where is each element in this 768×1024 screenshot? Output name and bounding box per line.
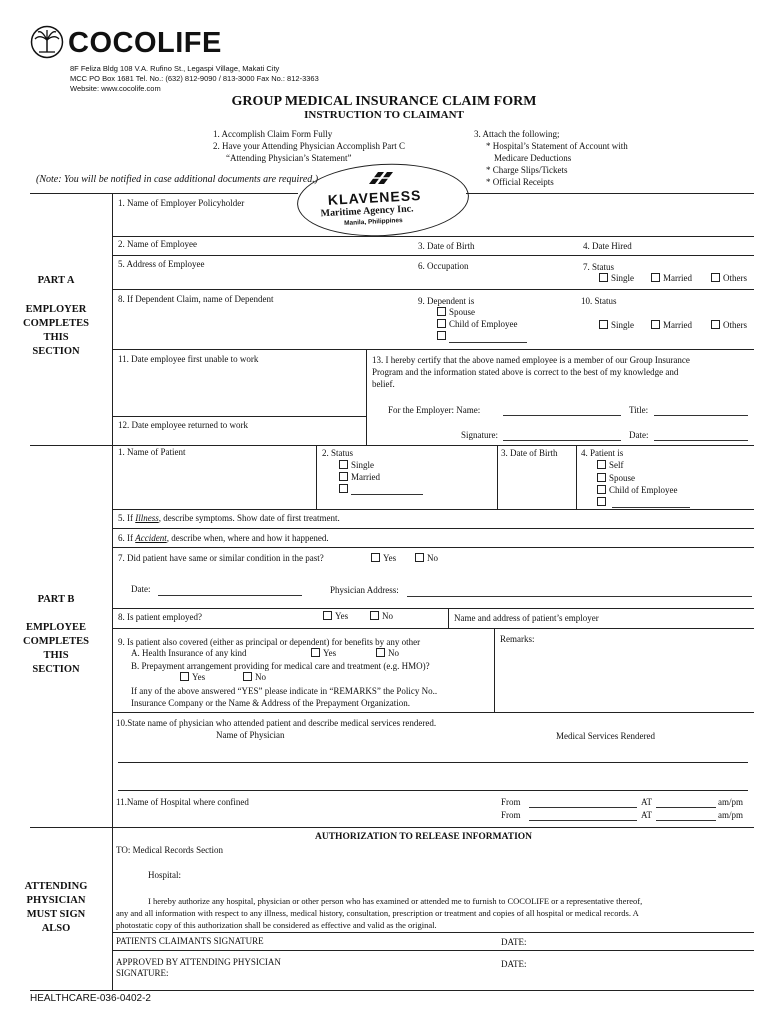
- checkbox-label: No: [427, 553, 438, 563]
- instruction-3a2: Medicare Deductions: [494, 153, 572, 163]
- to-medical-records: TO: Medical Records Section: [116, 845, 224, 855]
- instruction-3b: * Charge Slips/Tickets: [486, 165, 568, 175]
- authorization-text-2: any and all information with respect to any illness, medical history, consultation, prescription or treatment and copies of all hospital or medical records. A: [116, 908, 639, 918]
- checkbox-label: Yes: [192, 672, 206, 682]
- part-a-line-4: THIS: [43, 332, 69, 343]
- illness-label: [118, 513, 340, 523]
- part-b-line-5: SECTION: [32, 664, 80, 675]
- checkbox-label: Yes: [323, 648, 337, 658]
- checkbox[interactable]: [597, 497, 606, 506]
- instruction-3a: * Hospital’s Statement of Account with: [486, 141, 628, 151]
- dep-status-others-checkbox[interactable]: [711, 320, 747, 330]
- health-insurance-yes-checkbox[interactable]: [311, 648, 336, 658]
- stamp-name: KLAVENESS: [327, 186, 422, 208]
- employer-name-label: For the Employer: Name:: [388, 405, 481, 415]
- checkbox[interactable]: [415, 553, 424, 562]
- divider: [497, 445, 498, 509]
- checkbox-label: Spouse: [609, 473, 636, 483]
- checkbox[interactable]: [597, 473, 606, 482]
- checkbox-label: Self: [609, 460, 624, 470]
- instruction-2b: “Attending Physician’s Statement”: [226, 153, 352, 163]
- divider: [112, 528, 754, 529]
- physician-approval-label: APPROVED BY ATTENDING PHYSICIAN: [116, 957, 281, 967]
- employee-dob-label: 3. Date of Birth: [418, 241, 475, 251]
- health-insurance-no-checkbox[interactable]: [376, 648, 399, 658]
- checkbox[interactable]: [597, 485, 606, 494]
- checkbox[interactable]: [370, 611, 379, 620]
- employer-title-label: Title:: [629, 405, 649, 415]
- ampm-label-2: am/pm: [718, 810, 743, 820]
- checkbox-label: Single: [611, 273, 635, 283]
- physician-signature-label: SIGNATURE:: [116, 968, 169, 978]
- address-line-1: 8F Feliza Bldg 108 V.A. Rufino St., Legaspi Village, Makati City: [70, 64, 280, 73]
- part-b-line-3: COMPLETES: [23, 636, 89, 647]
- yes-instruction-line-2: Insurance Company or the Name & Address of the Prepayment Organization.: [131, 698, 411, 708]
- physician-address-line[interactable]: [407, 596, 752, 597]
- part-b-line-4: THIS: [43, 650, 69, 661]
- illness-prefix: 5. If: [118, 513, 136, 523]
- checkbox-label: Others: [723, 320, 747, 330]
- patient-single-checkbox[interactable]: [339, 460, 374, 470]
- dep-status-married-checkbox[interactable]: [651, 320, 692, 330]
- other-coverage-label: 9. Is patient also covered (either as principal or dependent) for benefits by any other: [118, 637, 421, 647]
- checkbox[interactable]: [180, 672, 189, 681]
- checkbox-label: Spouse: [449, 307, 476, 317]
- at-line-2[interactable]: [656, 820, 716, 821]
- divider: [118, 790, 748, 791]
- divider: [30, 445, 754, 446]
- checkbox[interactable]: [711, 273, 720, 282]
- patient-other-checkbox[interactable]: [339, 484, 351, 494]
- from-label-2: From: [501, 810, 521, 820]
- checkbox-label: No: [382, 611, 393, 621]
- divider: [30, 827, 754, 828]
- checkbox-label: Child of Employee: [609, 485, 678, 495]
- divider: [112, 950, 754, 951]
- prepayment-label: B. Prepayment arrangement providing for medical care and treatment (e.g. HMO)?: [131, 661, 430, 671]
- divider: [316, 445, 317, 509]
- employer-date-label: Date:: [629, 430, 649, 440]
- divider: [112, 547, 754, 548]
- checkbox[interactable]: [599, 273, 608, 282]
- accident-suffix: , describe when, where and how it happened.: [166, 533, 329, 543]
- dependent-other-checkbox[interactable]: [437, 331, 449, 341]
- certification-line-2: Program and the information stated above is correct to the best of my knowledge and: [372, 367, 679, 377]
- part-b-line-2: EMPLOYEE: [25, 622, 87, 633]
- checkbox[interactable]: [711, 320, 720, 329]
- part-c-line-4: ALSO: [41, 923, 71, 934]
- employer-name-line[interactable]: [503, 415, 621, 416]
- accident-prefix: 6. If: [118, 533, 136, 543]
- instruction-1: 1. Accomplish Claim Form Fully: [213, 129, 333, 139]
- employed-yes-checkbox[interactable]: [323, 611, 348, 621]
- checkbox[interactable]: [243, 672, 252, 681]
- dependent-child-checkbox[interactable]: [437, 319, 518, 329]
- form-code: HEALTHCARE-036-0402-2: [30, 993, 151, 1004]
- divider: [30, 990, 754, 991]
- instruction-3: 3. Attach the following;: [474, 129, 560, 139]
- patient-employed-label: 8. Is patient employed?: [118, 612, 202, 622]
- divider: [112, 628, 754, 629]
- form-title: GROUP MEDICAL INSURANCE CLAIM FORM: [231, 94, 537, 109]
- patient-spouse-checkbox[interactable]: [597, 473, 635, 483]
- patient-dob-label: 3. Date of Birth: [501, 448, 558, 458]
- divider: [112, 193, 113, 990]
- past-condition-date-label: Date:: [131, 584, 151, 594]
- divider: [112, 509, 754, 510]
- stamp-emblem-icon: [366, 168, 396, 188]
- dependent-other-line[interactable]: [449, 342, 527, 343]
- checkbox[interactable]: [339, 472, 348, 481]
- health-insurance-label: A. Health Insurance of any kind: [131, 648, 247, 658]
- physician-address-label: Physician Address:: [330, 585, 399, 595]
- returned-to-work-label: 12. Date employee returned to work: [118, 420, 248, 430]
- from-line-1[interactable]: [529, 807, 637, 808]
- employer-signature-label: Signature:: [461, 430, 498, 440]
- divider: [112, 255, 754, 256]
- part-c-line-2: PHYSICIAN: [26, 895, 86, 906]
- occupation-label: 6. Occupation: [418, 261, 469, 271]
- status-others-checkbox[interactable]: [711, 273, 747, 283]
- part-c-label: [0, 880, 112, 936]
- form-subtitle: INSTRUCTION TO CLAIMANT: [304, 109, 464, 121]
- stamp-line-3: Manila, Philippines: [343, 217, 403, 228]
- date-hired-label: 4. Date Hired: [583, 241, 632, 251]
- checkbox-label: Single: [611, 320, 635, 330]
- divider: [118, 762, 748, 763]
- patient-name-label: 1. Name of Patient: [118, 447, 186, 457]
- patient-employer-label: Name and address of patient’s employer: [454, 613, 599, 623]
- divider: [466, 193, 754, 194]
- patient-married-checkbox[interactable]: [339, 472, 380, 482]
- authorization-text-3: photostatic copy of this authorization shall be considered as effective and valid as the original.: [116, 920, 437, 930]
- dependent-status-label: 10. Status: [581, 296, 617, 306]
- ampm-label-1: am/pm: [718, 797, 743, 807]
- first-unable-label: 11. Date employee first unable to work: [118, 354, 259, 364]
- checkbox-label: No: [255, 672, 266, 682]
- dependent-spouse-checkbox[interactable]: [437, 307, 475, 317]
- divider: [366, 349, 367, 445]
- part-c-line-1: ATTENDING: [24, 881, 88, 892]
- checkbox[interactable]: [437, 319, 446, 328]
- divider: [494, 628, 495, 712]
- past-condition-date-line[interactable]: [158, 595, 302, 596]
- checkbox[interactable]: [597, 460, 606, 469]
- prepayment-no-checkbox[interactable]: [243, 672, 266, 682]
- brand-name: COCOLIFE: [68, 27, 222, 59]
- services-rendered-label: Medical Services Rendered: [556, 731, 655, 741]
- checkbox[interactable]: [323, 611, 332, 620]
- patient-is-other-line[interactable]: [612, 507, 690, 508]
- stamp-line-2: Maritime Agency Inc.: [320, 203, 414, 220]
- patient-child-checkbox[interactable]: [597, 485, 678, 495]
- patient-signature-date-label: DATE:: [501, 937, 527, 947]
- checkbox-label: Yes: [383, 553, 397, 563]
- patient-status-other-line[interactable]: [351, 494, 423, 495]
- checkbox[interactable]: [371, 553, 380, 562]
- dependent-name-label: 8. If Dependent Claim, name of Dependent: [118, 294, 274, 304]
- employee-address-label: 5. Address of Employee: [118, 259, 205, 269]
- past-condition-label: 7. Did patient have same or similar condition in the past?: [118, 553, 324, 563]
- divider: [576, 445, 577, 509]
- past-condition-no-checkbox[interactable]: [415, 553, 438, 563]
- employed-no-checkbox[interactable]: [370, 611, 393, 621]
- checkbox-label: Yes: [335, 611, 349, 621]
- divider: [112, 193, 298, 194]
- patient-self-checkbox[interactable]: [597, 460, 624, 470]
- name-of-physician-label: Name of Physician: [216, 730, 285, 740]
- at-label-1: AT: [641, 797, 652, 807]
- at-line-1[interactable]: [656, 807, 716, 808]
- yes-instruction-line-1: If any of the above answered “YES” please indicate in “REMARKS” the Policy No..: [131, 686, 438, 696]
- checkbox-label: Single: [351, 460, 375, 470]
- checkbox-label: Married: [663, 320, 692, 330]
- illness-suffix: , describe symptoms. Show date of first treatment.: [158, 513, 340, 523]
- divider: [112, 932, 754, 933]
- checkbox[interactable]: [599, 320, 608, 329]
- address-line-3: Website: www.cocolife.com: [70, 84, 161, 93]
- prepayment-yes-checkbox[interactable]: [180, 672, 205, 682]
- from-label-1: From: [501, 797, 521, 807]
- dependent-is-label: 9. Dependent is: [418, 296, 475, 306]
- instruction-note: (Note: You will be notified in case additional documents are required.): [36, 174, 319, 185]
- accident-emphasis: Accident: [135, 533, 167, 543]
- authorization-text-1: I hereby authorize any hospital, physician or other person who has examined or attended me to furnish to COCOLIFE or a representative thereof,: [148, 896, 643, 906]
- part-a-title: PART A: [37, 275, 75, 286]
- status-single-checkbox[interactable]: [599, 273, 634, 283]
- status-married-checkbox[interactable]: [651, 273, 692, 283]
- part-a-line-2: EMPLOYER: [25, 304, 87, 315]
- divider: [112, 712, 754, 713]
- part-a-line-5: SECTION: [32, 346, 80, 357]
- remarks-label: Remarks:: [500, 634, 535, 644]
- logo-icon: [30, 25, 64, 59]
- address-line-2: MCC PO Box 1681 Tel. No.: (632) 812-9090 / 813-3000 Fax No.: 812-3363: [70, 74, 319, 83]
- instruction-3c: * Official Receipts: [486, 177, 554, 187]
- checkbox-label: Others: [723, 273, 747, 283]
- checkbox[interactable]: [437, 331, 446, 340]
- divider: [112, 608, 754, 609]
- patient-is-other-checkbox[interactable]: [597, 497, 609, 507]
- certification-line-1: 13. I hereby certify that the above named employee is a member of our Group Insurance: [372, 355, 690, 365]
- checkbox-label: No: [388, 648, 399, 658]
- part-a-line-3: COMPLETES: [23, 318, 89, 329]
- part-c-line-3: MUST SIGN: [26, 909, 86, 920]
- part-a-label: [0, 274, 112, 359]
- divider: [448, 608, 449, 628]
- accident-label: [118, 533, 329, 543]
- employee-name-label: 2. Name of Employee: [118, 239, 197, 249]
- checkbox[interactable]: [651, 273, 660, 282]
- past-condition-yes-checkbox[interactable]: [371, 553, 396, 563]
- employee-status-label: 7. Status: [583, 262, 615, 272]
- patient-is-label: 4. Patient is: [581, 448, 624, 458]
- patient-signature-label: PATIENTS CLAIMANTS SIGNATURE: [116, 936, 264, 946]
- checkbox[interactable]: [311, 648, 320, 657]
- authorization-title: AUTHORIZATION TO RELEASE INFORMATION: [315, 832, 533, 842]
- divider: [112, 349, 754, 350]
- employer-signature-line[interactable]: [503, 440, 621, 441]
- dep-status-single-checkbox[interactable]: [599, 320, 634, 330]
- at-label-2: AT: [641, 810, 652, 820]
- employer-date-line[interactable]: [654, 440, 748, 441]
- hospital-label: Hospital:: [148, 870, 181, 880]
- checkbox[interactable]: [339, 484, 348, 493]
- divider: [112, 289, 754, 290]
- part-b-label: [0, 593, 112, 677]
- certification-line-3: belief.: [372, 379, 395, 389]
- employer-title-line[interactable]: [654, 415, 748, 416]
- divider: [30, 193, 112, 194]
- checkbox[interactable]: [651, 320, 660, 329]
- physician-signature-date-label: DATE:: [501, 959, 527, 969]
- divider: [112, 236, 754, 237]
- employer-policyholder-label: 1. Name of Employer Policyholder: [118, 198, 245, 208]
- part-b-title: PART B: [37, 594, 75, 605]
- physician-services-label: 10.State name of physician who attended patient and describe medical services rendered.: [116, 718, 437, 728]
- divider: [112, 416, 366, 417]
- checkbox-label: Child of Employee: [449, 319, 518, 329]
- checkbox[interactable]: [376, 648, 385, 657]
- checkbox[interactable]: [437, 307, 446, 316]
- checkbox-label: Married: [351, 472, 380, 482]
- from-line-2[interactable]: [529, 820, 637, 821]
- checkbox-label: Married: [663, 273, 692, 283]
- instruction-2: 2. Have your Attending Physician Accomplish Part C: [213, 141, 405, 151]
- hospital-confined-label: 11.Name of Hospital where confined: [116, 797, 249, 807]
- illness-emphasis: Illness: [135, 513, 159, 523]
- checkbox[interactable]: [339, 460, 348, 469]
- patient-status-label: 2. Status: [322, 448, 354, 458]
